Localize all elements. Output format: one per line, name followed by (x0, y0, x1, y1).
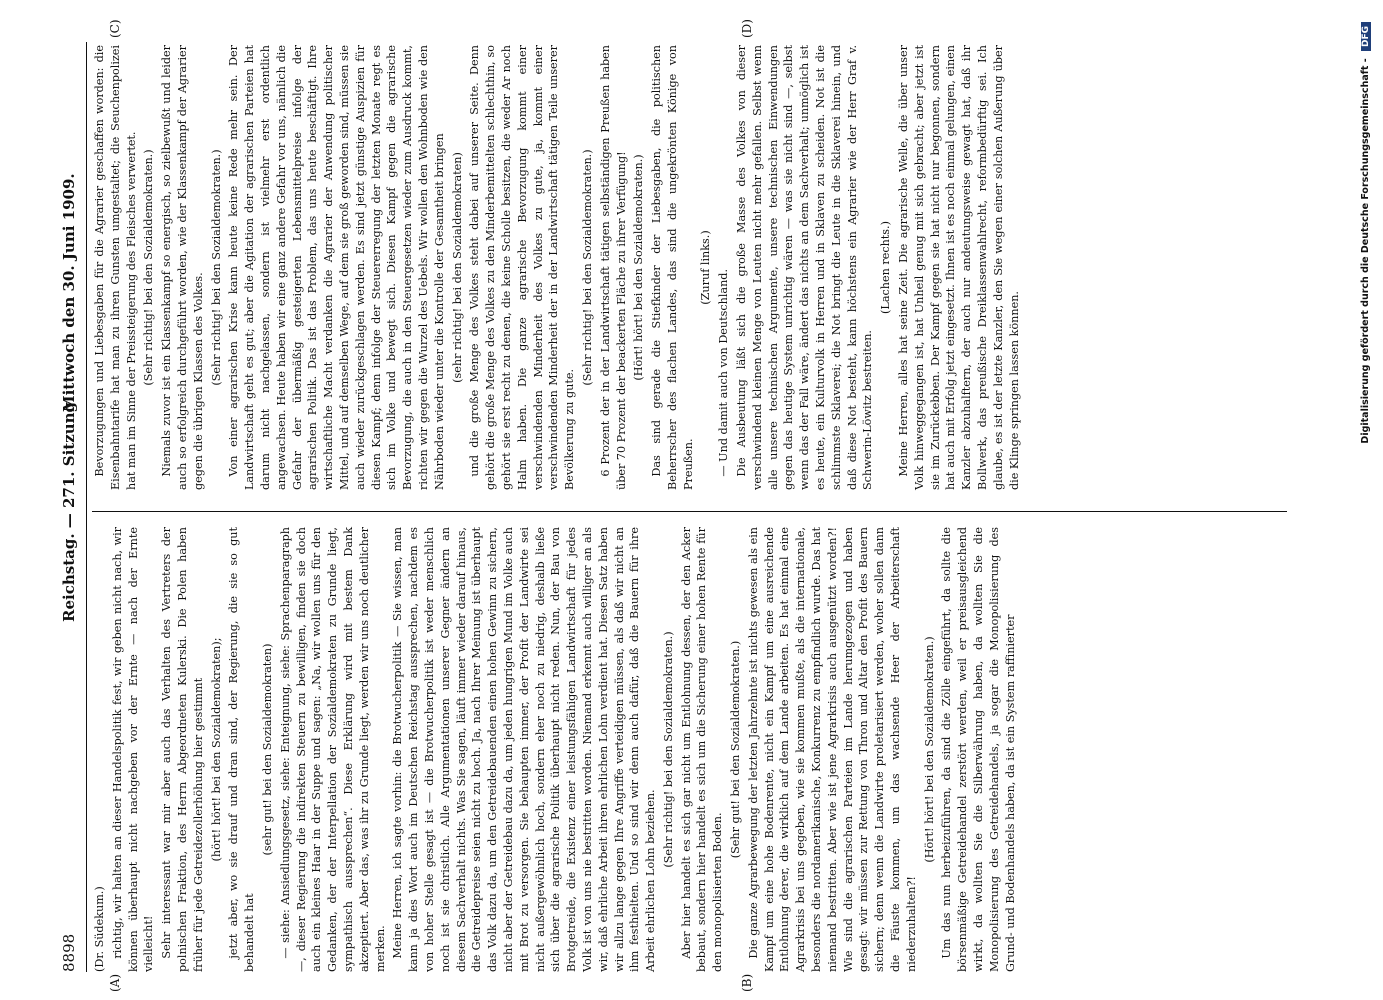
interjection: (Hört! hört! bei den Sozialdemokraten.) (632, 154, 646, 381)
paragraph: Meine Herren, ich sagte vorhin: die Brotwucherpolitik — Sie wissen, man kann ja dies Wort auch im Deutschen Reichstag aussprechen, nachdem es von hoher Stelle gesagt ist — die Brotwucherpolitik ist weder menschlich noch ist sie christlich. Alle Argumentationen unserer Gegner ändern an diesem Sachverhalt nichts. Was Sie sagen, läuft immer wieder darauf hinaus, die Getreidepreise seien nicht zu hoch. Ja, nach Ihrer Meinung ist überhaupt das Volk dazu da, um den Getreidebauenden einen hohen Gewinn zu sichern, nicht aber der Getreidebau dazu da, um jeden hungrigen Mund im Volke auch mit Brot zu versorgen. Sie behaupten immer, der Profit der Landwirte sei nicht außergewöhnlich hoch, sondern eher noch zu niedrig, deshalb ließe sich über die agrarische Politik überhaupt nicht reden. Nun, der Bau von Brotgetreide, die Existenz einer leistungsfähigen Landwirtschaft für jedes Volk ist von uns nie bestritten worden. Niemand erkennt auch williger an als wir, daß ehrliche Arbeit ihren ehrlichen Lohn verdient hat. Diesen Satz haben wir allzu lange gegen Ihre Angriffe verteidigen müssen, als daß wir nicht an ihm festhielten. Und so sind wir denn auch dafür, daß die Bauern für ihre Arbeit ehrlichen Lohn beziehen. (391, 527, 658, 972)
interjection: (sehr gut! bei den Sozialdemokraten) (260, 643, 274, 856)
interjection: (Sehr gut! bei den Sozialdemokraten.) (729, 640, 743, 859)
credit-text: Digitalisierung gefördert durch die Deutsche Forschungsgemeinschaft - (1360, 58, 1371, 444)
paragraph: jetzt aber, wo sie drauf und dran sind, der Regierung, die sie so gut behandelt hat (227, 527, 257, 972)
interjection: (Sehr richtig! bei den Sozialdemokraten.) (142, 149, 156, 386)
interjection: (Lachen rechts.) (879, 221, 893, 314)
right-column (92, 45, 1024, 490)
interjection: (Sehr richtig! bei den Sozialdemokraten.) (661, 631, 675, 868)
page-number: 8898 (60, 933, 78, 972)
paragraph: Die ganze Agrarbewegung der letzten Jahrzehnte ist nichts gewesen als ein Kampf um eine hohe Bodenrente, nicht ein Kampf um eine ausreichende Entlohnung derer, die wirklich auf dem Lande arbeiten. Es hat einmal eine Agrarkrisis bei uns gegeben, wie sie kommen mußte, als die internationale, besonders die nordamerikanische, Konkurrenz zu empfindlich wurde. Das hat niemand bestritten. Aber wie ist jene Agrarkrisis auch ausgenützt worden?! Wie sind die agrarischen Parteien im Lande herumgezogen und haben gesagt: wir müssen zur Rettung von Thron und Altar den Profit des Bauern sichern; denn wenn die Landwirte proletarisiert werden, woher sollen dann die Fäuste kommen, um das wachsende Heer der Arbeiterschaft niederzuhalten?! (746, 527, 918, 972)
margin-marker-b: (B) (740, 973, 754, 992)
paragraph: Sehr interessant war mir aber auch das Verhalten des Vertreters der polnischen Fraktion, des Herrn Abgeordneten Kulerski. Die Polen haben früher für jede Getreidezollerhöhung hier gestimmt (160, 527, 205, 972)
dfg-logo: DFG (1361, 22, 1371, 51)
paragraph: — Und damit auch von Deutschland. (717, 269, 731, 477)
header-rule (86, 42, 87, 972)
paragraph: — siehe: Ansiedlungsgesetz, siehe: Enteignung, siehe: Sprachenparagraph —, dieser Regierung die indirekten Steuern zu bewilligen, finden sie doch auch ein kleines Haar in der Suppe und sagen: „Na, wir wollen uns für den Gedanken, der der Interpellation der Sozialdemokraten zu Grunde liegt, sympathisch aussprechen“. Diese Erklärung wird mit bestem Dank akzeptiert. Aber das, was ihr zu Grunde liegt, werden wir uns noch deutlicher merken. (278, 527, 387, 972)
session-date: Mittwoch den 30. Juni 1909. (60, 173, 78, 412)
interjection: (sehr richtig! bei den Sozialdemokraten) (450, 152, 464, 383)
paragraph: und die große Menge des Volkes steht dabei auf unserer Seite. Denn gehört die große Menge des Volkes zu den Minderbemittelten schlechthin, so gehört sie erst recht zu denen, die keine Scholle besitzen, die weder Ar noch Halm haben. Die ganze agrarische Bevorzugung kommt einer verschwindenden Minderheit des Volkes zu gute, ja, kommt einer verschwindenden Minderheit der in der Landwirtschaft tätigen Teile unserer Bevölkerung zu gute. (468, 45, 577, 490)
paragraph: Um das nun herbeizuführen, da sind die Zölle eingeführt, da sollte die börsenmäßige Getreidehandel zerstört werden, weil er preisausgleichend wirkt, da wollten Sie die Silberwährung haben, da wollten Sie die Monopolisierung des Getreidehandels, ja sogar die Monopolisierung des Grund- und Bodenhandels haben, da ist ein System raffinierter (940, 527, 1017, 972)
margin-marker-c: (C) (108, 19, 122, 38)
margin-marker-a: (A) (108, 973, 122, 992)
paragraph: Die Ausbeutung läßt sich die große Masse des Volkes von dieser verschwindend kleinen Menge von Leuten nicht mehr gefallen. Selbst wenn alle unsere technischen Argumente, unsere technischen Einwendungen gegen das heutige System unrichtig wären — was sie nicht sind —, selbst wenn das der Fall wäre, ändert das nichts an dem Sachverhalt; unmöglich ist es heute, ein Kulturvolk in Herren und in Sklaven zu scheiden. Not ist die schlimmste Sklaverei; die Not bringt die Leute in die Sklaverei hinein, und daß diese Not besteht, kann höchstens ein Agrarier wie der Herr Graf v. Schwerin-Löwitz bestreiten. (735, 45, 875, 490)
interjection: (Sehr richtig! bei den Sozialdemokraten.) (209, 149, 223, 386)
page-header (60, 42, 82, 972)
interjection: (Hört! hört! bei den Sozialdemokraten.) (922, 636, 936, 863)
paragraph: richtig, wir halten an dieser Handelspolitik fest, wir geben nicht nach, wir können überhaupt nicht nachgeben vor der Ernte — nach der Ernte vielleicht! (110, 527, 156, 972)
paragraph: Bevorzugungen und Liebesgaben für die Agrarier geschaffen worden: die Eisenbahntarife hat man zu ihren Gunsten umgestaltet; die Seuchenpolizei hat man im Sinne der Preissteigerung des Fleisches verwertet. (93, 45, 138, 490)
margin-marker-d: (D) (740, 19, 754, 38)
interjection: (hört! hört! bei den Sozialdemokraten); (209, 637, 223, 862)
paragraph: Aber hier handelt es sich gar nicht um Entlohnung dessen, der den Acker bebaut, sondern hier handelt es sich um die Sicherung einer hohen Rente für den monopolisierten Boden. (679, 527, 725, 972)
digitization-credit (1360, 22, 1371, 972)
publication-title: Reichstag. — 271. Sitzung. (60, 396, 78, 622)
paragraph: Niemals zuvor ist ein Klassenkampf so energisch, so zielbewußt und leider auch so erfolgreich durchgeführt worden, wie der Klassenkampf der Agrarier gegen die übrigen Klassen des Volkes. (160, 45, 205, 490)
left-column (92, 527, 1020, 972)
paragraph: Meine Herren, alles hat seine Zeit. Die agrarische Welle, die über unser Volk hinweggegangen ist, hat Unheil genug mit sich gebracht; aber jetzt ist sie im Zurückebben. Der Kampf gegen sie hat nicht nur begonnen, sondern hat auch mit Erfolg jetzt eingesetzt. Ihnen ist es noch einmal gelungen, einen Kanzler abzuhalftern, der auch nur andeutungsweise gewagt hat, daß ihr Bollwerk, das preußische Dreiklassenwahlrecht, reformbedürftig sei. Ich glaube, es ist der letzte Kanzler, den Sie wegen einer solchen Außerung über die Klinge springen lassen können. (897, 45, 1021, 490)
paragraph: 6 Prozent der in der Landwirtschaft tätigen selbständigen Preußen haben über 70 Prozent der beackerten Fläche zu ihrer Verfügung! (598, 45, 628, 490)
paragraph: Das sind gerade die Stiefkinder der Liebesgaben, die politischen Beherrscher des flachen Landes, das sind die ungekrönten Könige von Preußen. (650, 45, 695, 490)
paragraph: Von einer agrarischen Krise kann heute keine Rede mehr sein. Der Landwirtschaft geht es gut; aber die Agitation der agrarischen Parteien hat darum nicht nachgelassen, sondern ist vielmehr erst ordentlich angewachsen. Heute haben wir eine ganz andere Gefahr vor uns, nämlich die Gefahr der übermäßig gesteigerten Lebensmittelpreise infolge der agrarischen Politik. Das ist das Problem, das uns heute beschäftigt. Ihre wirtschaftliche Macht verdanken die Agrarier der Anwendung politischer Mittel, und auf demselben Wege, auf dem sie groß geworden sind, müssen sie auch wieder zurückgeschlagen werden. Es sind jetzt günstige Auspizien für diesen Kampf; denn infolge der Steuererregung der letzten Monate regt es sich im Volke und bewegt sich. Diesen Kampf gegen die agrarische Bevorzugung, die auch in den Steuergesetzen wieder zum Ausdruck kommt, richten wir gegen die Wurzel des Uebels. Wir wollen den Wohnboden wie den Nährboden wieder unter die Kontrolle der Gesamtheit bringen (227, 45, 446, 490)
interjection: (Sehr richtig! bei den Sozialdemokraten.) (580, 149, 594, 386)
interjection: (Zuruf links.) (699, 230, 713, 305)
column-divider (92, 511, 1287, 512)
paragraph: (Dr. Südekum.) (93, 886, 106, 972)
